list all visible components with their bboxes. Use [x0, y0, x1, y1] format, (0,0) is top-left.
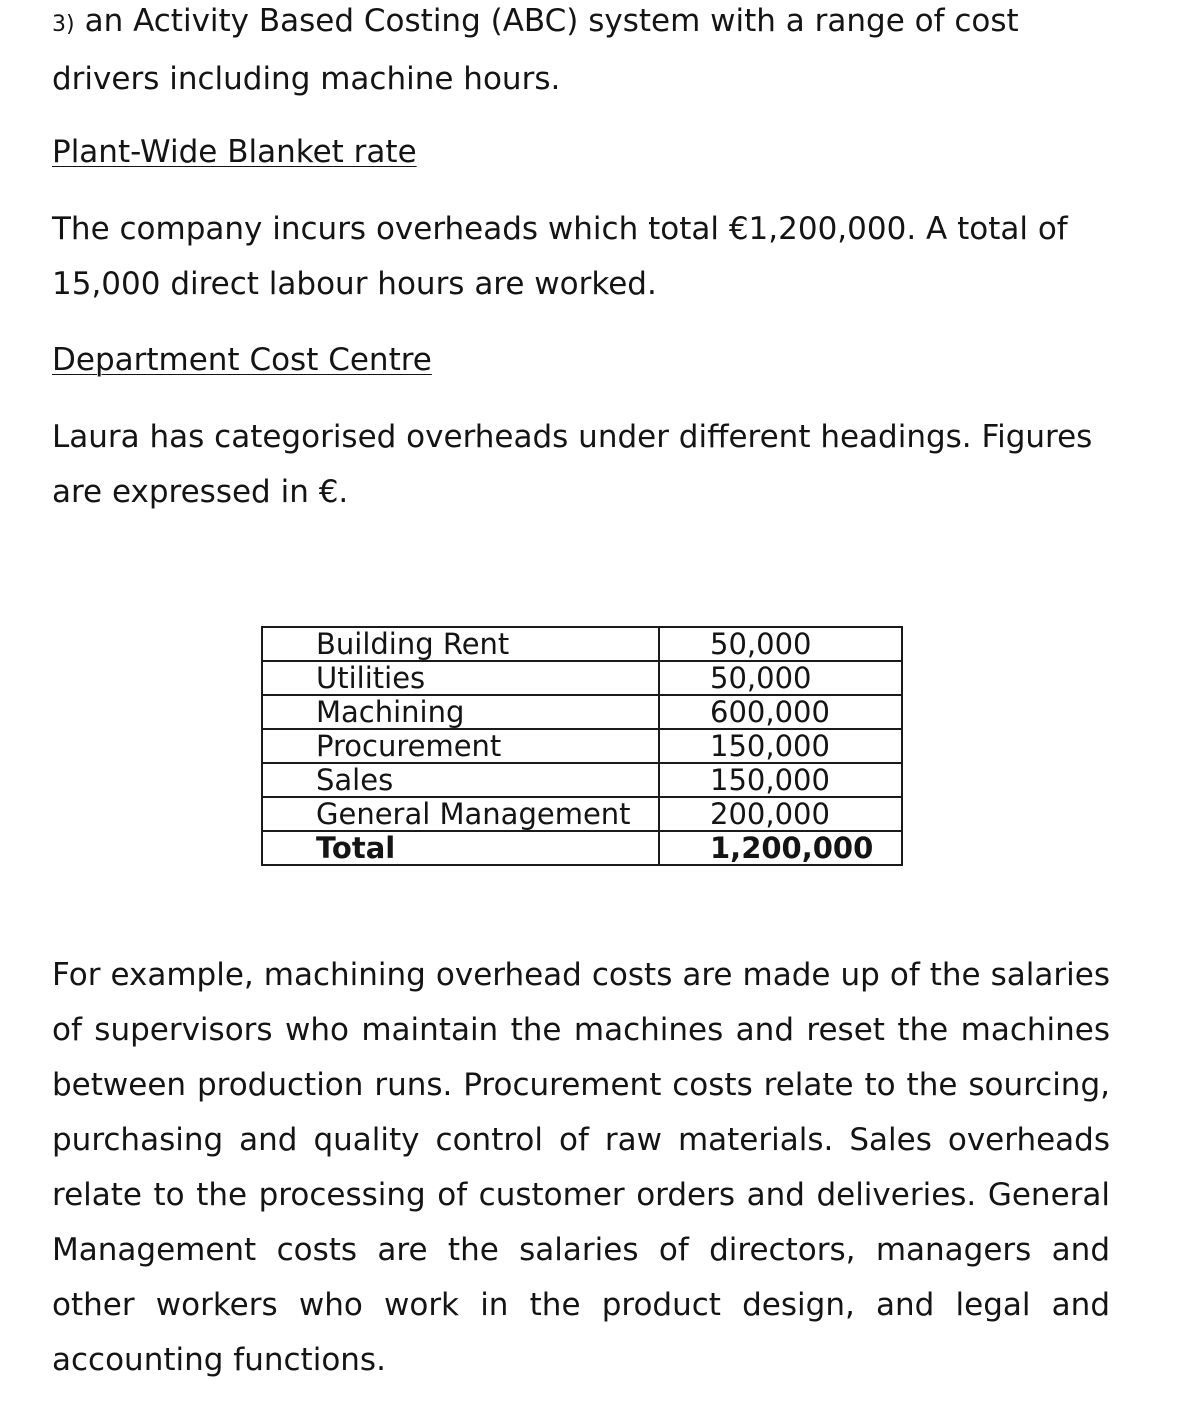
overhead-cost-table-wrapper — [261, 626, 903, 866]
table-row — [262, 695, 902, 729]
table-row — [262, 763, 902, 797]
cost-value: 50,000 — [659, 661, 902, 695]
department-paragraph: Laura has categorised overheads under different headings. Figures are expressed in €. — [52, 419, 1093, 510]
cost-label: General Management — [262, 797, 659, 831]
heading-department-cost-centre: Department Cost Centre — [52, 342, 432, 378]
heading-plant-wide-blanket-rate: Plant-Wide Blanket rate — [52, 134, 417, 170]
total-label: Total — [262, 831, 659, 865]
table-row — [262, 661, 902, 695]
total-value: 1,200,000 — [659, 831, 902, 865]
cost-value: 600,000 — [659, 695, 902, 729]
intro-paragraph — [52, 0, 1110, 107]
cost-label: Procurement — [262, 729, 659, 763]
example-paragraph: For example, machining overhead costs are made up of the salaries of supervisors who maintain the machines and reset the machines between production runs. Procurement costs relate to the sourcing, purchasing and quality control of raw materials. Sales overheads relate to the processing of customer orders and deliveries. General Management costs are the salaries of directors, managers and other workers who work in the product design, and legal and accounting functions. — [52, 957, 1110, 1378]
cost-label: Machining — [262, 695, 659, 729]
cost-value: 150,000 — [659, 729, 902, 763]
cost-value: 50,000 — [659, 627, 902, 661]
list-number: 3) — [52, 12, 75, 37]
table-total-row — [262, 831, 902, 865]
intro-text: an Activity Based Costing (ABC) system with a range of cost drivers including machine hours. — [52, 3, 1019, 97]
cost-label: Utilities — [262, 661, 659, 695]
cost-value: 150,000 — [659, 763, 902, 797]
table-row — [262, 627, 902, 661]
table-row — [262, 797, 902, 831]
blanket-rate-paragraph: The company incurs overheads which total €1,200,000. A total of 15,000 direct labour hours are worked. — [52, 211, 1068, 302]
table-row — [262, 729, 902, 763]
cost-value: 200,000 — [659, 797, 902, 831]
overhead-cost-table — [261, 626, 903, 866]
cost-label: Sales — [262, 763, 659, 797]
cost-label: Building Rent — [262, 627, 659, 661]
